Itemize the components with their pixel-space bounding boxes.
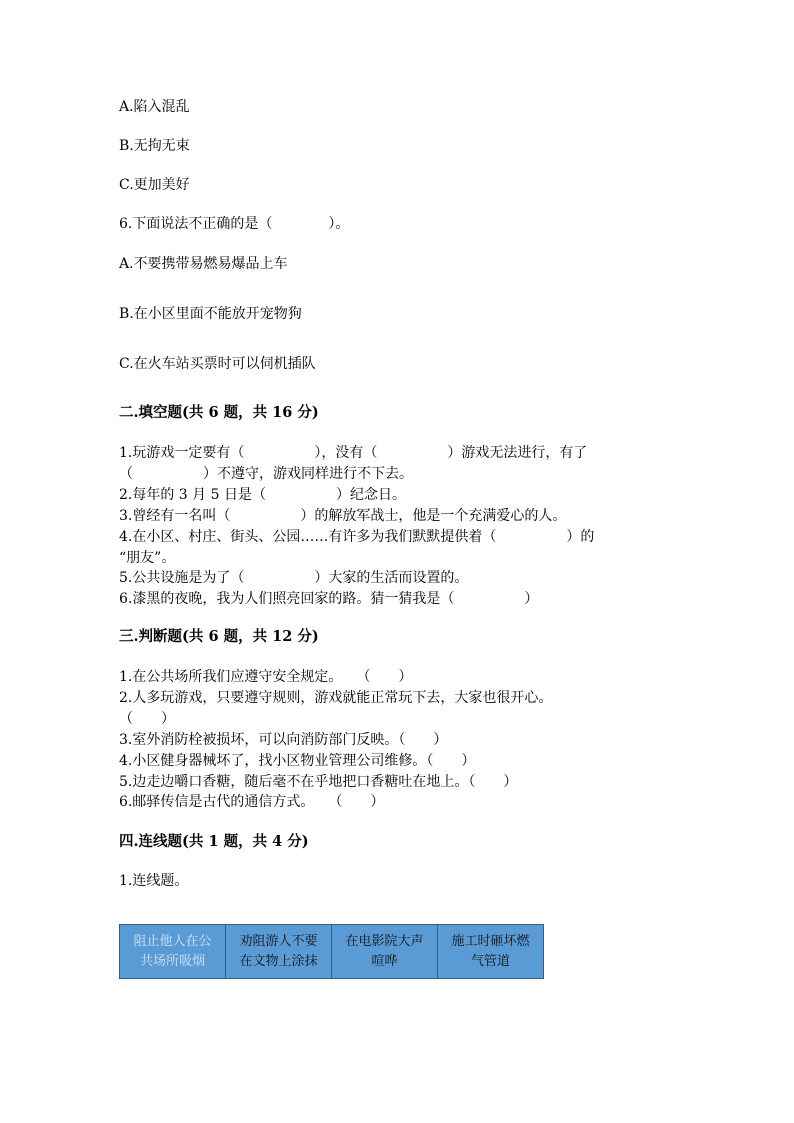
judge-line-3: （ ）	[119, 711, 175, 727]
section-3-heading: 三.判断题(共 6 题，共 12 分)	[119, 628, 319, 645]
question-6-option-a: A.不要携带易燃易爆品上车	[119, 256, 288, 272]
option-b: B.无拘无束	[119, 138, 190, 154]
fill-line-3: 2.每年的 3 月 5 日是（ ）纪念日。	[119, 487, 406, 503]
fill-line-4: 3.曾经有一名叫（ ）的解放军战士，他是一个充满爱心的人。	[119, 508, 567, 524]
judge-line-6: 5.边走边嚼口香糖，随后毫不在乎地把口香糖吐在地上。（ ）	[119, 774, 518, 790]
matching-cell-2: 劝阻游人不要在文物上涂抹	[226, 925, 332, 978]
option-a: A.陷入混乱	[119, 99, 190, 115]
matching-cell-1: 阻止他人在公共场所吸烟	[120, 925, 226, 978]
matching-cell-3: 在电影院大声喧哗	[332, 925, 438, 978]
fill-line-8: 6.漆黑的夜晚，我为人们照亮回家的路。猜一猜我是（ ）	[119, 591, 539, 607]
judge-line-4: 3.室外消防栓被损坏，可以向消防部门反映。（ ）	[119, 732, 448, 748]
judge-line-1: 1.在公共场所我们应遵守安全规定。 （ ）	[119, 669, 413, 685]
question-6-option-c: C.在火车站买票时可以伺机插队	[119, 356, 316, 372]
judge-line-2: 2.人多玩游戏，只要遵守规则，游戏就能正常玩下去，大家也很开心。	[119, 690, 553, 706]
fill-line-7: 5.公共设施是为了（ ）大家的生活而设置的。	[119, 570, 469, 586]
fill-line-6: “朋友”。	[119, 550, 176, 566]
judge-line-5: 4.小区健身器械坏了，找小区物业管理公司维修。（ ）	[119, 753, 476, 769]
question-6-stem: 6.下面说法不正确的是（ ）。	[119, 216, 350, 232]
matching-table	[119, 924, 544, 979]
matching-question-1: 1.连线题。	[119, 873, 189, 889]
matching-cell-4: 施工时砸坏燃气管道	[451, 933, 530, 969]
section-2-heading: 二.填空题(共 6 题，共 16 分)	[119, 404, 319, 421]
question-6-option-b: B.在小区里面不能放开宠物狗	[119, 306, 302, 322]
section-4-heading: 四.连线题(共 1 题，共 4 分)	[119, 833, 309, 850]
fill-line-2: （ ）不遵守，游戏同样进行不下去。	[119, 466, 413, 482]
fill-line-1: 1.玩游戏一定要有（ ），没有（ ）游戏无法进行，有了	[119, 445, 588, 461]
option-c: C.更加美好	[119, 177, 190, 193]
fill-line-5: 4.在小区、村庄、街头、公园……有许多为我们默默提供着（ ）的	[119, 529, 595, 545]
judge-line-7: 6.邮驿传信是古代的通信方式。 （ ）	[119, 794, 385, 810]
